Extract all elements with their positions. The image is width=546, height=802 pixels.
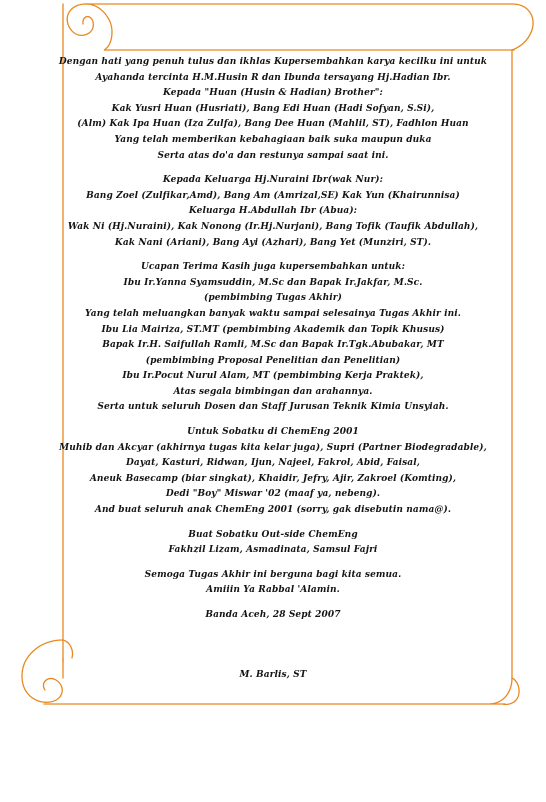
signature-name: M. Barlis, ST (239, 669, 307, 680)
dedication-line: (Alm) Kak Ipa Huan (Iza Zulfa), Bang Dee Huan (Mahlil, ST), Fadhlon Huan (77, 119, 469, 130)
dedication-line: Yang telah memberikan kebahagiaan baik suka maupun duka (114, 134, 432, 145)
dedication-line: Dengan hati yang penuh tulus dan ikhlas Kupersembahkan karya kecilku ini untuk (58, 57, 488, 67)
friends-line: Dayat, Kasturi, Ridwan, Ijun, Najeel, Fakrol, Abid, Faisal, (126, 458, 420, 469)
thanks-line: Ibu Lia Mairiza, ST.MT (pembimbing Akademik dan Topik Khusus) (101, 324, 445, 335)
thanks-line: Yang telah meluangkan banyak waktu sampai selesainya Tugas Akhir ini. (84, 308, 461, 319)
thanks-line: Ibu Ir.Yanna Syamsuddin, M.Sc dan Bapak Ir.Jakfar, M.Sc. (123, 277, 423, 288)
family-line: Wak Ni (Hj.Nuraini), Kak Nonong (Ir.Hj.Nurjani), Bang Tofik (Taufik Abdullah), (67, 221, 479, 232)
thanks-line: (pembimbing Tugas Akhir) (203, 293, 343, 304)
dedication-line: Kak Yusri Huan (Husriati), Bang Edi Huan (Hadi Sofyan, S.Si), (111, 103, 435, 114)
family-line: Bang Zoel (Zulfikar,Amd), Bang Am (Amrizal,SE) Kak Yun (Khairunnisa) (86, 190, 460, 201)
dedication-line: Ayahanda tercinta H.M.Husin R dan Ibunda tersayang Hj.Hadian Ibr. (95, 72, 451, 83)
thanks-line: Serta untuk seluruh Dosen dan Staff Jurusan Teknik Kimia Unsyiah. (97, 402, 449, 413)
family-line: Kepada Keluarga Hj.Nuraini Ibr(wak Nur): (162, 175, 384, 186)
outside-friends-line: Buat Sobatku Out-side ChemEng (188, 529, 358, 540)
thanks-line: Atas segala bimbingan dan arahannya. (173, 386, 373, 397)
friends-line: And buat seluruh anak ChemEng 2001 (sorry, gak disebutin nama@). (94, 505, 452, 516)
closing-line: Amiiin Ya Rabbal 'Alamin. (206, 585, 340, 596)
friends-line: Untuk Sobatku di ChemEng 2001 (187, 427, 359, 438)
family-line: Keluarga H.Abdullah Ibr (Abua): (188, 206, 358, 217)
place-date: Banda Aceh, 28 Sept 2007 (205, 610, 341, 620)
dedication-line: Kepada "Huan (Husin & Hadian) Brother": (163, 88, 383, 99)
thanks-line: Ibu Ir.Pocut Nurul Alam, MT (pembimbing Kerja Praktek), (122, 371, 424, 382)
thanks-line: Bapak Ir.H. Saifullah Ramli, M.Sc dan Bapak Ir.Tgk.Abubakar, MT (102, 340, 444, 351)
closing-line: Semoga Tugas Akhir ini berguna bagi kita semua. (144, 569, 402, 580)
friends-line: Aneuk Basecamp (biar singkat), Khaidir, Jefry, Ajir, Zakroel (Komting), (89, 473, 457, 484)
dedication-page (0, 55, 546, 683)
friends-line: Dedi "Boy" Miswar '02 (maaf ya, nebeng). (165, 489, 381, 500)
family-line: Kak Nani (Ariani), Bang Ayi (Azhari), Bang Yet (Munziri, ST). (114, 237, 432, 248)
thanks-line: (pembimbing Proposal Penelitian dan Penelitian) (145, 355, 401, 366)
dedication-line: Serta atas do'a dan restunya sampai saat ini. (157, 150, 389, 161)
outside-friends-line: Fakhzil Lizam, Asmadinata, Samsul Fajri (168, 545, 378, 556)
friends-line: Muhib dan Akcyar (akhirnya tugas kita kelar juga), Supri (Partner Biodegradable), (59, 442, 487, 453)
thanks-line: Ucapan Terima Kasih juga kupersembahkan untuk: (140, 262, 406, 273)
